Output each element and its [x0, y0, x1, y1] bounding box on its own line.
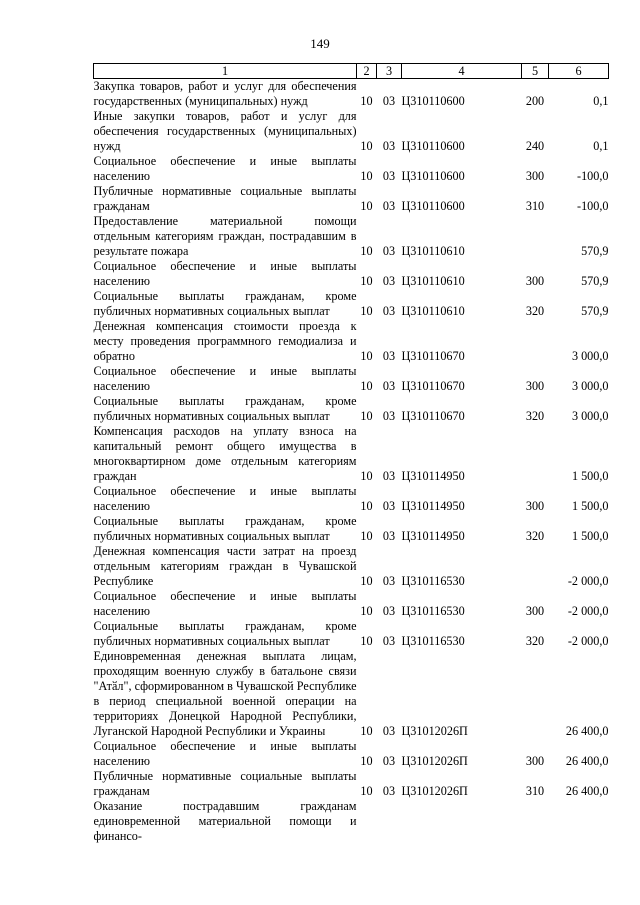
section-code: 10	[360, 529, 373, 543]
table-row	[94, 769, 609, 799]
table-row	[94, 154, 609, 184]
expense-name: Социальные выплаты гражданам, кроме публичных нормативных социальных выплат	[93, 514, 357, 543]
page-number: 149	[310, 36, 330, 51]
expense-name: Социальное обеспечение и иные выплаты населению	[93, 484, 357, 513]
table-row	[94, 799, 609, 844]
target-article-code: Ц310110600	[401, 94, 465, 108]
expense-name: Предоставление материальной помощи отдельным категориям граждан, пострадавшим в результате пожара	[93, 214, 357, 258]
subsection-code: 03	[382, 754, 396, 768]
expense-type-code	[522, 319, 549, 364]
amount: 1 500,0	[571, 469, 609, 483]
subsection-code: 03	[382, 349, 396, 363]
expense-type-code: 320	[525, 529, 545, 543]
amount	[549, 799, 609, 844]
amount: 570,9	[581, 304, 609, 318]
table-header-row	[94, 64, 609, 79]
expense-type-code: 320	[525, 304, 545, 318]
subsection-code: 03	[382, 784, 396, 798]
target-article-code: Ц310116530	[401, 634, 465, 648]
target-article-code: Ц310110600	[401, 199, 465, 213]
amount: 3 000,0	[571, 349, 609, 363]
amount: -2 000,0	[567, 574, 609, 588]
subsection-code: 03	[382, 304, 396, 318]
target-article-code: Ц310116530	[401, 574, 465, 588]
subsection-code: 03	[382, 199, 396, 213]
subsection-code: 03	[382, 139, 396, 153]
column-header: 4	[402, 64, 522, 79]
table-row	[94, 259, 609, 289]
target-article-code: Ц31012026П	[401, 754, 468, 768]
expense-name: Денежная компенсация стоимости проезда к месту проведения программного гемодиализа и обратно	[93, 319, 357, 363]
expense-type-code: 300	[525, 754, 545, 768]
section-code: 10	[360, 169, 373, 183]
section-code: 10	[360, 634, 373, 648]
section-code: 10	[360, 784, 373, 798]
subsection-code: 03	[382, 244, 396, 258]
target-article-code: Ц310114950	[401, 469, 465, 483]
amount: 570,9	[581, 274, 609, 288]
amount: 26 400,0	[565, 754, 609, 768]
subsection-code: 03	[382, 274, 396, 288]
section-code: 10	[360, 349, 373, 363]
table-row	[94, 364, 609, 394]
section-code: 10	[360, 724, 373, 738]
target-article-code: Ц310114950	[401, 499, 465, 513]
target-article-code: Ц310110610	[401, 304, 465, 318]
table-row	[94, 484, 609, 514]
expense-name: Социальные выплаты гражданам, кроме публичных нормативных социальных выплат	[93, 619, 357, 648]
section-code: 10	[360, 199, 373, 213]
table-body	[94, 79, 609, 845]
expense-type-code: 310	[525, 784, 545, 798]
table-row	[94, 394, 609, 424]
expense-type-code	[522, 799, 549, 844]
target-article-code: Ц310110670	[401, 349, 465, 363]
amount: 0,1	[593, 94, 609, 108]
expense-type-code: 240	[525, 139, 545, 153]
table-row	[94, 214, 609, 259]
expense-type-code: 310	[525, 199, 545, 213]
expense-type-code	[522, 424, 549, 484]
column-header: 5	[522, 64, 549, 79]
amount: -100,0	[577, 199, 609, 213]
expense-type-code	[522, 649, 549, 739]
section-code: 10	[360, 94, 373, 108]
expense-name: Публичные нормативные социальные выплаты гражданам	[93, 769, 357, 798]
subsection-code: 03	[382, 499, 396, 513]
column-header: 2	[357, 64, 377, 79]
table-row	[94, 544, 609, 589]
amount: 3 000,0	[571, 379, 609, 393]
expense-type-code: 300	[525, 604, 545, 618]
amount: 26 400,0	[565, 784, 609, 798]
table-row	[94, 424, 609, 484]
table-row	[94, 184, 609, 214]
subsection-code: 03	[382, 574, 396, 588]
section-code: 10	[360, 499, 373, 513]
section-code: 10	[360, 304, 373, 318]
expense-type-code: 300	[525, 169, 545, 183]
subsection-code: 03	[382, 724, 396, 738]
table-row	[94, 319, 609, 364]
subsection-code: 03	[382, 409, 396, 423]
section-code: 10	[360, 139, 373, 153]
target-article-code: Ц310110670	[401, 409, 465, 423]
table-row	[94, 109, 609, 154]
table-row	[94, 649, 609, 739]
amount: -2 000,0	[567, 604, 609, 618]
section-code: 10	[360, 469, 373, 483]
amount: 1 500,0	[571, 499, 609, 513]
column-header: 1	[94, 64, 357, 79]
subsection-code: 03	[382, 94, 396, 108]
expense-name: Социальное обеспечение и иные выплаты населению	[93, 589, 357, 618]
expense-name: Социальные выплаты гражданам, кроме публичных нормативных социальных выплат	[93, 289, 357, 318]
section-code: 10	[360, 379, 373, 393]
amount: -100,0	[577, 169, 609, 183]
column-header: 6	[549, 64, 609, 79]
amount: -2 000,0	[567, 634, 609, 648]
expense-name: Компенсация расходов на уплату взноса на капитальный ремонт общего имущества в многоквартирном доме отдельным категориям граждан	[93, 424, 357, 483]
amount: 0,1	[593, 139, 609, 153]
expense-type-code: 200	[525, 94, 545, 108]
target-article-code: Ц310110670	[401, 379, 465, 393]
expense-name: Закупка товаров, работ и услуг для обеспечения государственных (муниципальных) нужд	[93, 79, 357, 108]
subsection-code: 03	[382, 529, 396, 543]
table-row	[94, 289, 609, 319]
table-row	[94, 79, 609, 110]
expense-type-code: 320	[525, 634, 545, 648]
budget-table	[93, 63, 609, 844]
target-article-code: Ц31012026П	[401, 724, 468, 738]
section-code: 10	[360, 274, 373, 288]
expense-name: Социальное обеспечение и иные выплаты населению	[93, 739, 357, 768]
table-row	[94, 514, 609, 544]
target-article-code	[402, 799, 522, 844]
section-code: 10	[360, 409, 373, 423]
column-header: 3	[377, 64, 402, 79]
subsection-code: 03	[382, 604, 396, 618]
expense-name: Социальное обеспечение и иные выплаты населению	[93, 259, 357, 288]
amount: 26 400,0	[565, 724, 609, 738]
target-article-code: Ц31012026П	[401, 784, 468, 798]
expense-type-code	[522, 214, 549, 259]
expense-type-code	[522, 544, 549, 589]
expense-name: Социальные выплаты гражданам, кроме публичных нормативных социальных выплат	[93, 394, 357, 423]
target-article-code: Ц310116530	[401, 604, 465, 618]
subsection-code: 03	[382, 169, 396, 183]
amount: 3 000,0	[571, 409, 609, 423]
amount: 1 500,0	[571, 529, 609, 543]
expense-name: Иные закупки товаров, работ и услуг для обеспечения государственных (муниципальных) нужд	[93, 109, 357, 153]
target-article-code: Ц310110600	[401, 139, 465, 153]
target-article-code: Ц310110610	[401, 274, 465, 288]
expense-name: Оказание пострадавшим гражданам единовременной материальной помощи и финансо-	[93, 799, 357, 843]
expense-type-code: 300	[525, 499, 545, 513]
section-code: 10	[360, 604, 373, 618]
expense-type-code: 300	[525, 379, 545, 393]
target-article-code: Ц310110610	[401, 244, 465, 258]
expense-name: Социальное обеспечение и иные выплаты населению	[93, 154, 357, 183]
amount: 570,9	[581, 244, 609, 258]
subsection-code: 03	[382, 634, 396, 648]
subsection-code	[377, 799, 402, 844]
section-code	[357, 799, 377, 844]
table-row	[94, 589, 609, 619]
table-row	[94, 739, 609, 769]
expense-name: Единовременная денежная выплата лицам, проходящим военную службу в батальоне связи "Атӑл", сформированном в Чувашской Республике в период специальной военной операции на территориях Донецкой Народной Республики, Луганской Народной Республики и Украины	[93, 649, 357, 738]
target-article-code: Ц310110600	[401, 169, 465, 183]
section-code: 10	[360, 754, 373, 768]
table-row	[94, 619, 609, 649]
expense-name: Публичные нормативные социальные выплаты гражданам	[93, 184, 357, 213]
subsection-code: 03	[382, 379, 396, 393]
expense-name: Денежная компенсация части затрат на проезд отдельным категориям граждан в Чувашской Республике	[93, 544, 357, 588]
expense-name: Социальное обеспечение и иные выплаты населению	[93, 364, 357, 393]
section-code: 10	[360, 574, 373, 588]
expense-type-code: 300	[525, 274, 545, 288]
subsection-code: 03	[382, 469, 396, 483]
target-article-code: Ц310114950	[401, 529, 465, 543]
section-code: 10	[360, 244, 373, 258]
expense-type-code: 320	[525, 409, 545, 423]
